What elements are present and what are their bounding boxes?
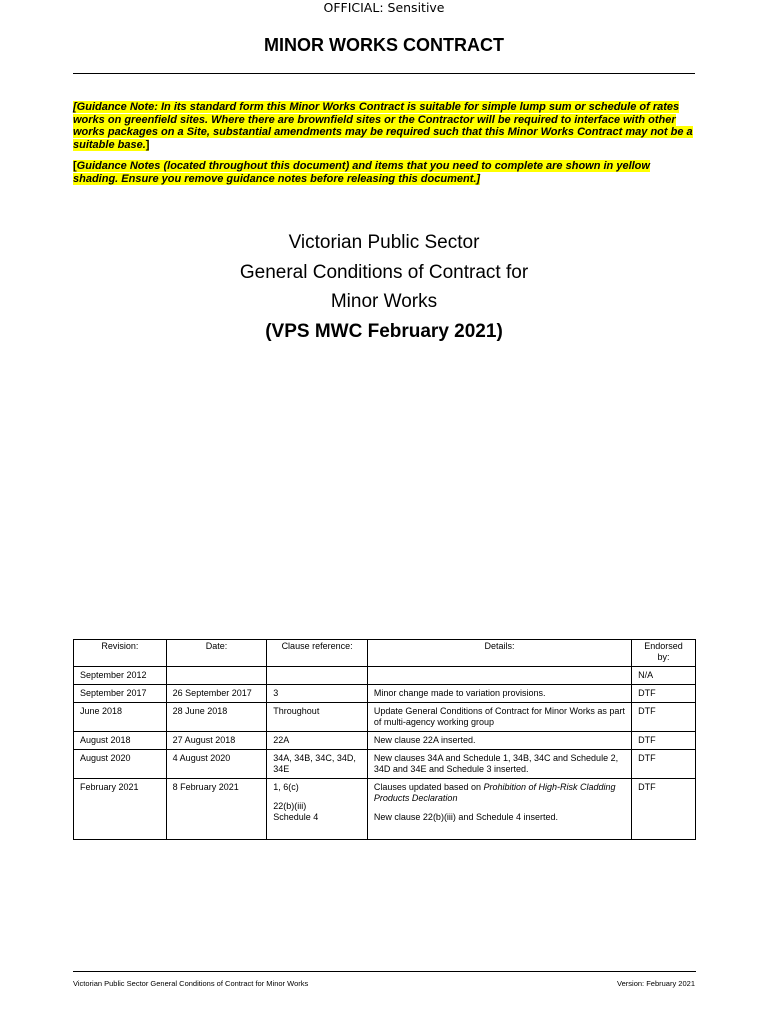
guidance-note-2-open: [ <box>73 160 77 172</box>
main-title-line-3: Minor Works <box>330 291 438 312</box>
guidance-note-1-close: ] <box>145 138 150 151</box>
details-line-2: New clause 22(b)(iii) and Schedule 4 inserted. <box>373 812 559 822</box>
header-endorsed-by: Endorsed by: <box>632 640 696 667</box>
cell-details <box>367 779 631 840</box>
cell-revision: September 2012 <box>74 667 167 685</box>
footer-version: Version: February 2021 <box>617 979 695 988</box>
revision-table-header <box>74 640 696 667</box>
main-title-line-2: General Conditions of Contract for <box>239 261 529 283</box>
document-title: MINOR WORKS CONTRACT <box>264 35 504 55</box>
header-clause-reference: Clause reference: <box>267 640 368 667</box>
guidance-note-2-text: Guidance Notes (located throughout this document) and items that you need to complete are shown in yellow shading. Ensure you remove guidance notes before releasing this document.] <box>73 160 650 185</box>
footer-document-name: Victorian Public Sector General Conditions of Contract for Minor Works <box>73 979 309 988</box>
table-row <box>74 779 696 840</box>
cell-details <box>367 667 631 685</box>
clause-line-2-wrap <box>273 801 361 823</box>
revision-table <box>73 639 696 840</box>
clause-line-1: 1, 6(c) <box>273 782 299 792</box>
cell-endorsed: DTF <box>632 732 696 750</box>
details-line-1-italic: Prohibition of High-Risk Cladding Products Declaration <box>373 782 616 803</box>
cell-endorsed: DTF <box>632 703 696 732</box>
footer-divider <box>73 971 696 972</box>
cell-details: Update General Conditions of Contract for Minor Works as part of multi-agency working group <box>367 703 631 732</box>
cell-date: 4 August 2020 <box>166 750 267 779</box>
cell-endorsed: N/A <box>632 667 696 685</box>
clause-line-2: 22(b)(iii) <box>273 801 307 811</box>
cell-clause: 34A, 34B, 34C, 34D, 34E <box>267 750 368 779</box>
details-line-1 <box>374 782 625 804</box>
title-divider <box>73 73 695 74</box>
table-row <box>74 732 696 750</box>
cell-revision: February 2021 <box>74 779 167 840</box>
cell-date: 27 August 2018 <box>166 732 267 750</box>
classification-label: OFFICIAL: Sensitive <box>323 0 445 15</box>
guidance-note-2 <box>73 160 695 185</box>
cell-details: New clauses 34A and Schedule 1, 34B, 34C and Schedule 2, 34D and 34E and Schedule 3 inserted. <box>367 750 631 779</box>
cell-date <box>166 667 267 685</box>
main-title <box>0 228 768 346</box>
cell-details: Minor change made to variation provisions. <box>367 685 631 703</box>
table-row <box>74 685 696 703</box>
cell-date: 26 September 2017 <box>166 685 267 703</box>
header-details: Details: <box>367 640 631 667</box>
cell-clause: Throughout <box>267 703 368 732</box>
header-revision: Revision: <box>74 640 167 667</box>
cell-revision: August 2020 <box>74 750 167 779</box>
table-row <box>74 703 696 732</box>
cell-revision: August 2018 <box>74 732 167 750</box>
table-row <box>74 750 696 779</box>
cell-date: 8 February 2021 <box>166 779 267 840</box>
clause-line-3: Schedule 4 <box>273 812 319 822</box>
cell-revision: September 2017 <box>74 685 167 703</box>
cell-clause <box>267 667 368 685</box>
cell-endorsed: DTF <box>632 685 696 703</box>
cell-endorsed: DTF <box>632 779 696 840</box>
guidance-note-1-text: [Guidance Note: In its standard form this Minor Works Contract is suitable for simple lump sum or schedule of rates works on greenfield sites. Where there are brownfield sites or the Contractor will be required to interface with other works packages on a Site, substantial amendments may be required such that this Minor Works Contract may not be a suitable base. <box>73 101 693 151</box>
cell-clause: 22A <box>267 732 368 750</box>
cell-clause: 3 <box>267 685 368 703</box>
cell-clause <box>267 779 368 840</box>
table-row <box>74 667 696 685</box>
cell-date: 28 June 2018 <box>166 703 267 732</box>
header-date: Date: <box>166 640 267 667</box>
cell-endorsed: DTF <box>632 750 696 779</box>
main-title-line-4: (VPS MWC February 2021) <box>265 320 503 342</box>
cell-details: New clause 22A inserted. <box>367 732 631 750</box>
main-title-line-1: Victorian Public Sector <box>288 232 480 253</box>
cell-revision: June 2018 <box>74 703 167 732</box>
guidance-note-1 <box>73 101 695 151</box>
details-line-1-prefix: Clauses updated based on <box>373 782 484 792</box>
